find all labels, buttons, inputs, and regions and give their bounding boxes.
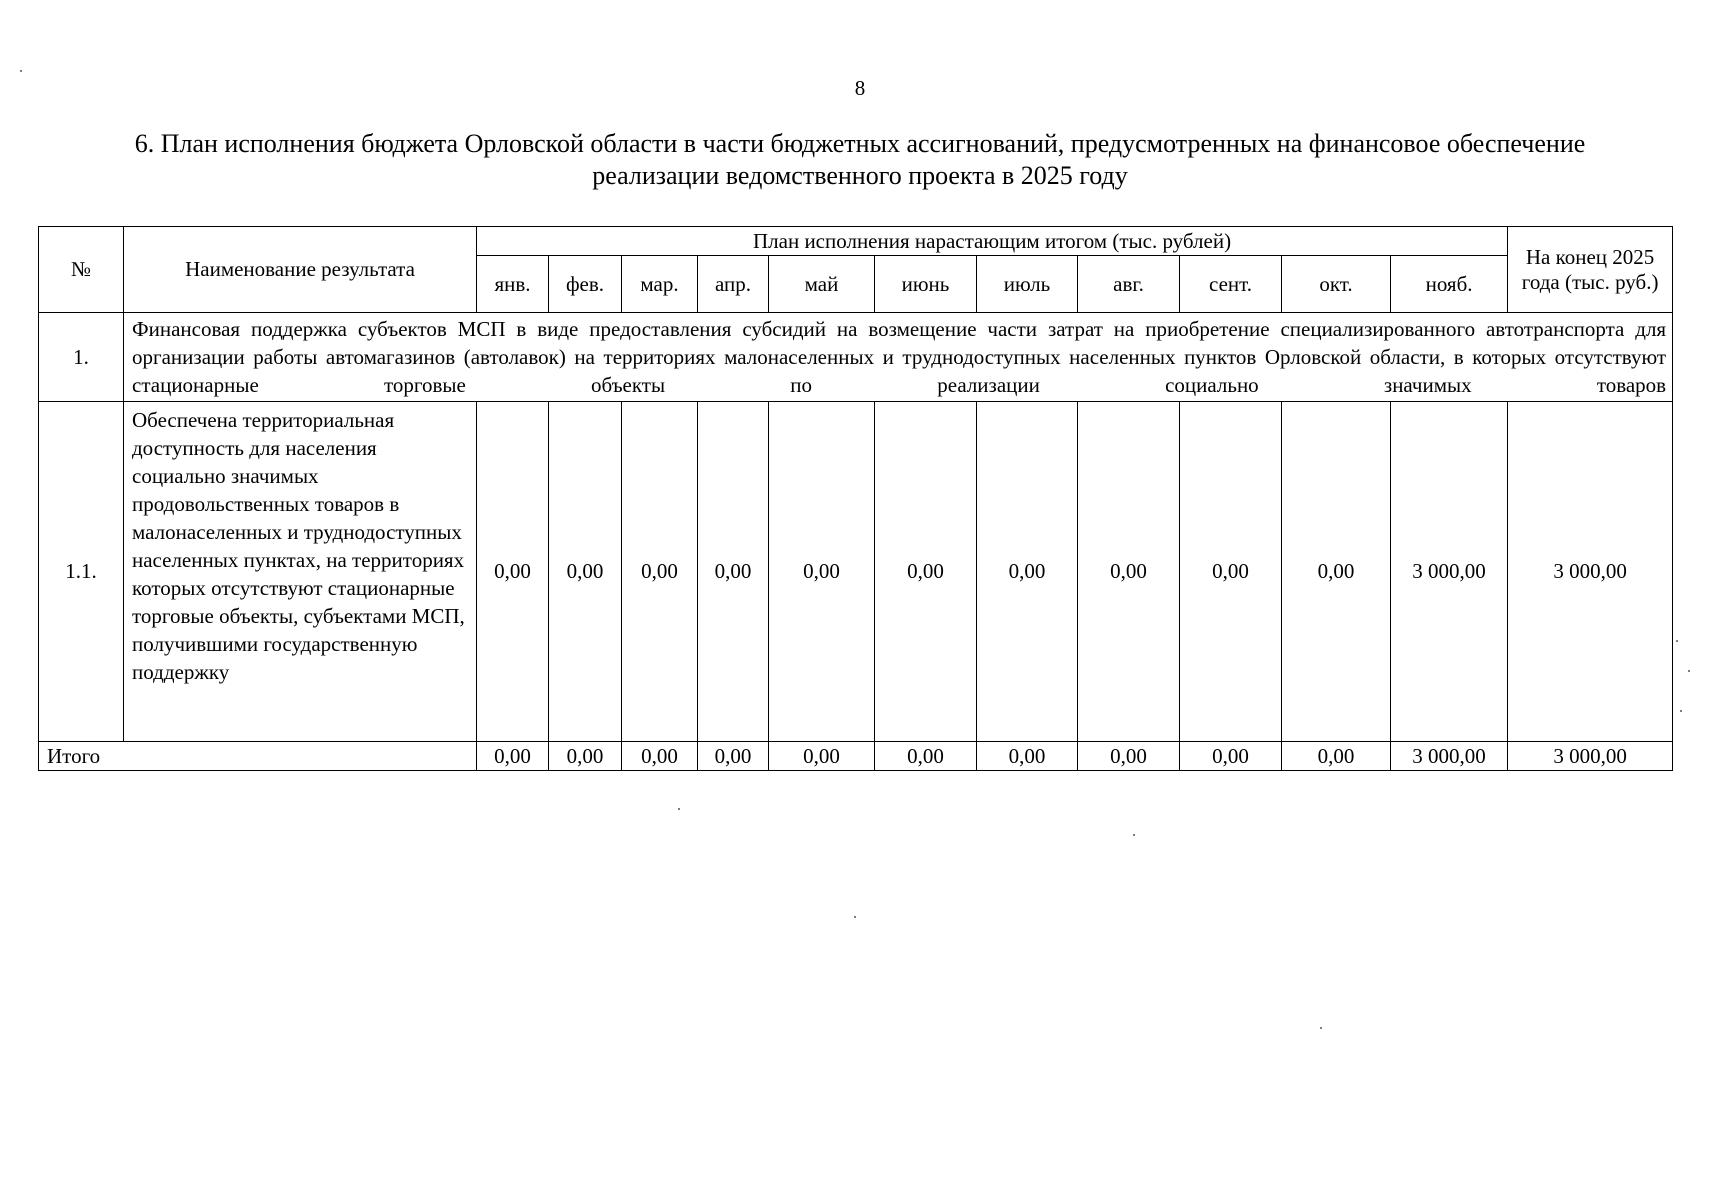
- scan-speck: [1133, 834, 1135, 836]
- total-value-mar: 0,00: [622, 742, 698, 771]
- month-header: мар.: [622, 256, 698, 313]
- scan-speck: [854, 916, 856, 918]
- section-title: 6. План исполнения бюджета Орловской области в части бюджетных ассигнований, предусмотренных на финансовое обеспечение реализации ведомственного проекта в 2025 году: [134, 129, 1586, 190]
- result-value-jan: 0,00: [477, 402, 549, 742]
- result-value-apr: 0,00: [698, 402, 769, 742]
- column-header-number: №: [39, 227, 124, 313]
- month-header: апр.: [698, 256, 769, 313]
- month-header: фев.: [549, 256, 622, 313]
- result-row: [39, 402, 1673, 742]
- month-header: окт.: [1282, 256, 1391, 313]
- result-number: 1.1.: [39, 402, 124, 742]
- month-header: авг.: [1078, 256, 1180, 313]
- scan-speck: [1680, 710, 1682, 712]
- month-header: янв.: [477, 256, 549, 313]
- section-row: [39, 313, 1673, 402]
- scan-speck: [1688, 670, 1690, 672]
- total-value-jan: 0,00: [477, 742, 549, 771]
- scan-speck: [678, 808, 680, 810]
- month-header: май: [769, 256, 875, 313]
- page-number: 8: [854, 76, 866, 100]
- total-row: [39, 742, 1673, 771]
- scan-speck: [1320, 1027, 1322, 1029]
- total-value-sep: 0,00: [1180, 742, 1282, 771]
- total-value-aug: 0,00: [1078, 742, 1180, 771]
- total-value-jun: 0,00: [875, 742, 977, 771]
- result-value-sep: 0,00: [1180, 402, 1282, 742]
- total-value-oct: 0,00: [1282, 742, 1391, 771]
- column-header-plan-group: План исполнения нарастающим итогом (тыс. рублей): [477, 227, 1508, 256]
- result-value-may: 0,00: [769, 402, 875, 742]
- month-header: июнь: [875, 256, 977, 313]
- result-value-oct: 0,00: [1282, 402, 1391, 742]
- budget-plan-table: [38, 226, 1673, 771]
- result-name: Обеспечена территориальная доступность для населения социально значимых продовольственных товаров в малонаселенных и труднодоступных населенных пунктах, на территориях которых отсутствуют стационарные торговые объекты, субъектами МСП, получившими государственную поддержку: [124, 402, 477, 742]
- column-header-result-name: Наименование результата: [124, 227, 477, 313]
- total-value-may: 0,00: [769, 742, 875, 771]
- result-value-mar: 0,00: [622, 402, 698, 742]
- column-header-end-of-year: На конец 2025 года (тыс. руб.): [1508, 227, 1673, 313]
- result-end-value: 3 000,00: [1508, 402, 1673, 742]
- total-end-value: 3 000,00: [1508, 742, 1673, 771]
- total-label: Итого: [39, 742, 477, 771]
- total-value-feb: 0,00: [549, 742, 622, 771]
- result-value-feb: 0,00: [549, 402, 622, 742]
- month-header: сент.: [1180, 256, 1282, 313]
- total-value-nov: 3 000,00: [1391, 742, 1508, 771]
- result-value-aug: 0,00: [1078, 402, 1180, 742]
- header-row-group: [39, 227, 1673, 256]
- result-value-jul: 0,00: [977, 402, 1078, 742]
- scan-speck: [1676, 640, 1678, 642]
- scan-speck: [20, 70, 22, 72]
- total-value-jul: 0,00: [977, 742, 1078, 771]
- total-value-apr: 0,00: [698, 742, 769, 771]
- section-number: 1.: [39, 313, 124, 402]
- month-header: июль: [977, 256, 1078, 313]
- month-header: нояб.: [1391, 256, 1508, 313]
- result-value-jun: 0,00: [875, 402, 977, 742]
- result-value-nov: 3 000,00: [1391, 402, 1508, 742]
- section-description: Финансовая поддержка субъектов МСП в виде предоставления субсидий на возмещение части затрат на приобретение специализированного автотранспорта для организации работы автомагазинов (автолавок) на территориях малонаселенных и труднодоступных населенных пунктов Орловской области, в которых отсутствуют стационарные торговые объекты по реализации социально значимых товаров: [124, 313, 1673, 402]
